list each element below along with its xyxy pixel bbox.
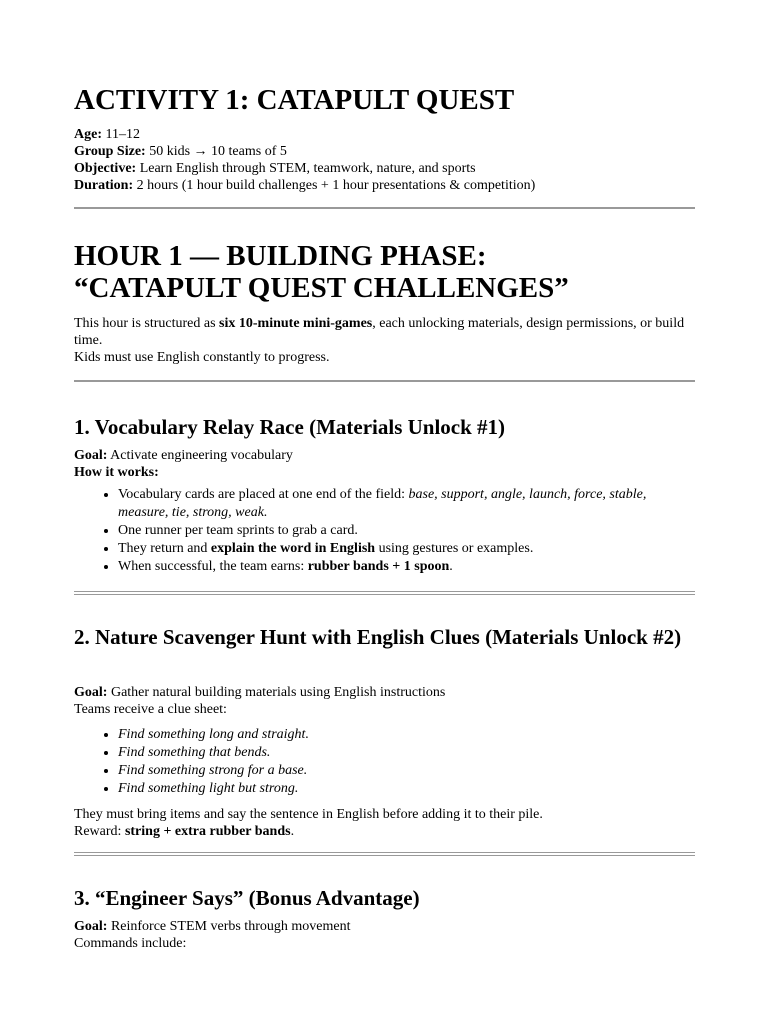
list-item: • Vocabulary cards are placed at one end of the field: base, support, angle, launch, force, stable, measure, tie, strong, weak. <box>118 486 695 522</box>
list-item: • Find something long and straight. <box>118 726 695 744</box>
section3-body: Goal: Reinforce STEM verbs through movement Commands include: <box>74 919 351 951</box>
list-item: • They return and explain the word in English using gestures or examples. <box>118 540 695 558</box>
meta-duration: Duration: 2 hours (1 hour build challenges + 1 hour presentations & competition) <box>74 178 536 193</box>
hour1-heading: HOUR 1 — BUILDING PHASE: “CATAPULT QUEST CHALLENGES” <box>74 240 569 304</box>
section1-list <box>74 486 695 576</box>
section3-heading: 3. “Engineer Says” (Bonus Advantage) <box>74 886 420 910</box>
clue-list <box>74 726 695 798</box>
page-title: ACTIVITY 1: CATAPULT QUEST <box>74 84 515 116</box>
meta-age: Age: 11–12 <box>74 127 140 142</box>
divider <box>74 852 695 856</box>
section2-heading: 2. Nature Scavenger Hunt with English Clues (Materials Unlock #2) <box>74 625 682 649</box>
list-item: • Find something strong for a base. <box>118 762 695 780</box>
list-item: • Find something light but strong. <box>118 780 695 798</box>
divider <box>74 591 695 595</box>
activity-meta <box>74 126 695 194</box>
section2-body: Goal: Gather natural building materials using English instructions Teams receive a clue sheet: • Find something long and straight. • Find something that bends. • Find something strong for a base. • Find something light but strong. They must bring items and say the sentence in English before adding it to their pile. Reward: string + extra rubber bands. <box>74 684 695 840</box>
list-item: • Find something that bends. <box>118 744 695 762</box>
meta-objective: Objective: Learn English through STEM, teamwork, nature, and sports <box>74 161 476 176</box>
divider <box>74 380 695 382</box>
list-item: • When successful, the team earns: rubber bands + 1 spoon. <box>118 558 695 576</box>
section1-body: Goal: Activate engineering vocabulary How it works: • Vocabulary cards are placed at one end of the field: base, support, angle, launch, force, stable, measure, tie, strong, weak. • One runner per team sprints to grab a card. • They return and explain the word in English using gestures or examples. • When successful, the team earns: rubber bands + 1 spoon. <box>74 447 695 576</box>
section1-heading: 1. Vocabulary Relay Race (Materials Unlock #1) <box>74 415 506 439</box>
divider <box>74 207 695 209</box>
meta-group-size: Group Size: 50 kids → 10 teams of 5 <box>74 144 287 159</box>
hour1-intro: This hour is structured as six 10-minute mini-games, each unlocking materials, design permissions, or build time. Kids must use English constantly to progress. <box>74 316 685 365</box>
list-item: • One runner per team sprints to grab a card. <box>118 522 695 540</box>
